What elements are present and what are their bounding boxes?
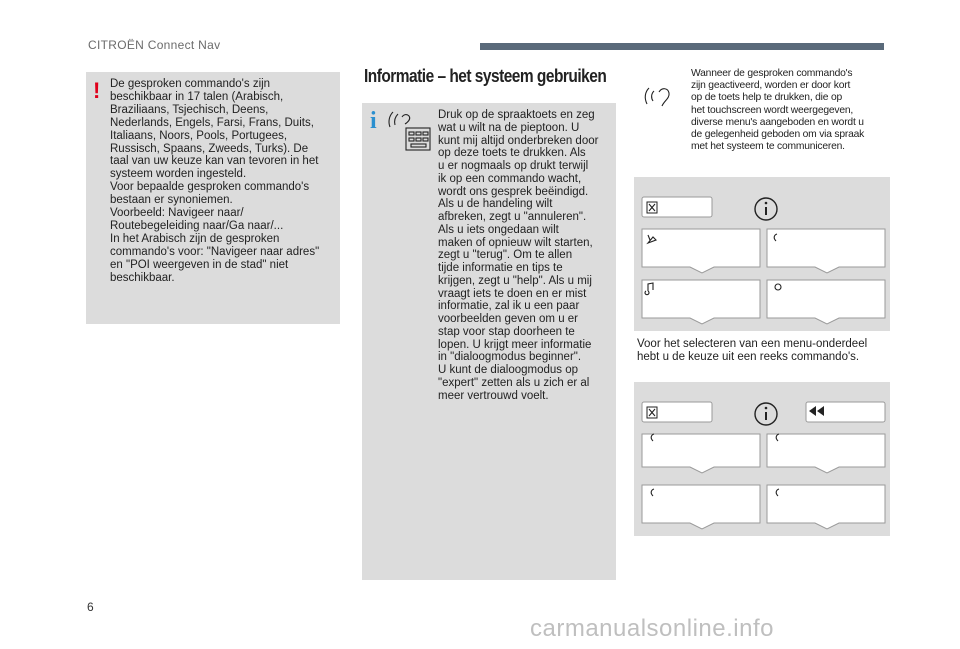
- command-button-illustration: [767, 485, 885, 529]
- voice-command-icon: [640, 82, 680, 112]
- header-bar: [480, 43, 884, 50]
- help-info-icon: [755, 403, 777, 425]
- command-button-illustration: [767, 434, 885, 473]
- section-title: Informatie – het systeem gebruiken: [364, 66, 607, 86]
- page-number: 6: [87, 600, 94, 614]
- warning-text: De gesproken commando's zijn beschikbaar in 17 talen (Arabisch, Braziliaans, Tsjechisch, Deens, Nederlands, Engels, Farsi, Frans, Duits, Italiaans, Noors, Pools, Portugees, Russisch, Spaans, Zweeds, Turks). De taal van uw keuze kan van tevoren in het systeem worden ingesteld. Voor bepaalde gesproken commando's bestaan er synoniemen. Voorbeeld: Navigeer naar/ Routebegeleiding naar/Ga naar/... In het Arabisch zijn de gesproken commando's voor: "Navigeer naar adres" en "POI weergeven in de stad" niet beschikbaar.: [110, 78, 320, 284]
- command-button-illustration: [642, 434, 760, 473]
- screen-caption: Voor het selecteren van een menu-onderdeel hebt u de keuze uit een reeks commando's.: [637, 338, 868, 363]
- media-button-illustration: [642, 280, 760, 324]
- info-text: Druk op de spraaktoets en zeg wat u wilt na de pieptoon. U kunt mij altijd onderbreken door op deze toets te drukken. Als u er nogmaals op drukt terwijl ik op een commando wacht, wordt ons gesprek beëindigd. Als u de handeling wilt afbreken, zegt u "annuleren". Als u iets ongedaan wilt maken of opnieuw wilt starten, zegt u "terug". Om te allen tijde informatie en tips te krijgen, zegt u "help". Als u mij vraagt iets te doen en er mist informatie, zal ik u een paar voorbeelden geven om u er stap voor stap doorheen te lopen. U krijgt meer informatie in "dialoogmodus beginner". U kunt de dialoogmodus op "expert" zetten als u zich er al meer vertrouwd voelt.: [438, 109, 599, 402]
- info-icon: i: [370, 108, 377, 134]
- right-intro-text: Wanneer de gesproken commando's zijn geactiveerd, worden er door kort op de toets help te drukken, die op het touchscreen wordt weergegeven, diverse menu's aangeboden en wordt u de gelegenheid geboden om via spraak met het systeem te communiceren.: [691, 68, 865, 153]
- voice-menu-screen-2: [634, 382, 890, 536]
- exclamation-icon: !: [93, 78, 101, 103]
- header-title: CITROËN Connect Nav: [88, 38, 221, 52]
- command-button-illustration: [642, 485, 760, 529]
- back-button-illustration: [806, 402, 885, 422]
- navigation-button-illustration: [642, 229, 760, 273]
- watermark: carmanualsonline.info: [530, 615, 774, 642]
- voice-keyboard-icon: [384, 108, 434, 154]
- telephone-button-illustration: [767, 229, 885, 273]
- help-info-icon: [755, 198, 777, 220]
- voice-menu-screen-1: [634, 177, 890, 331]
- settings-button-illustration: [767, 280, 885, 324]
